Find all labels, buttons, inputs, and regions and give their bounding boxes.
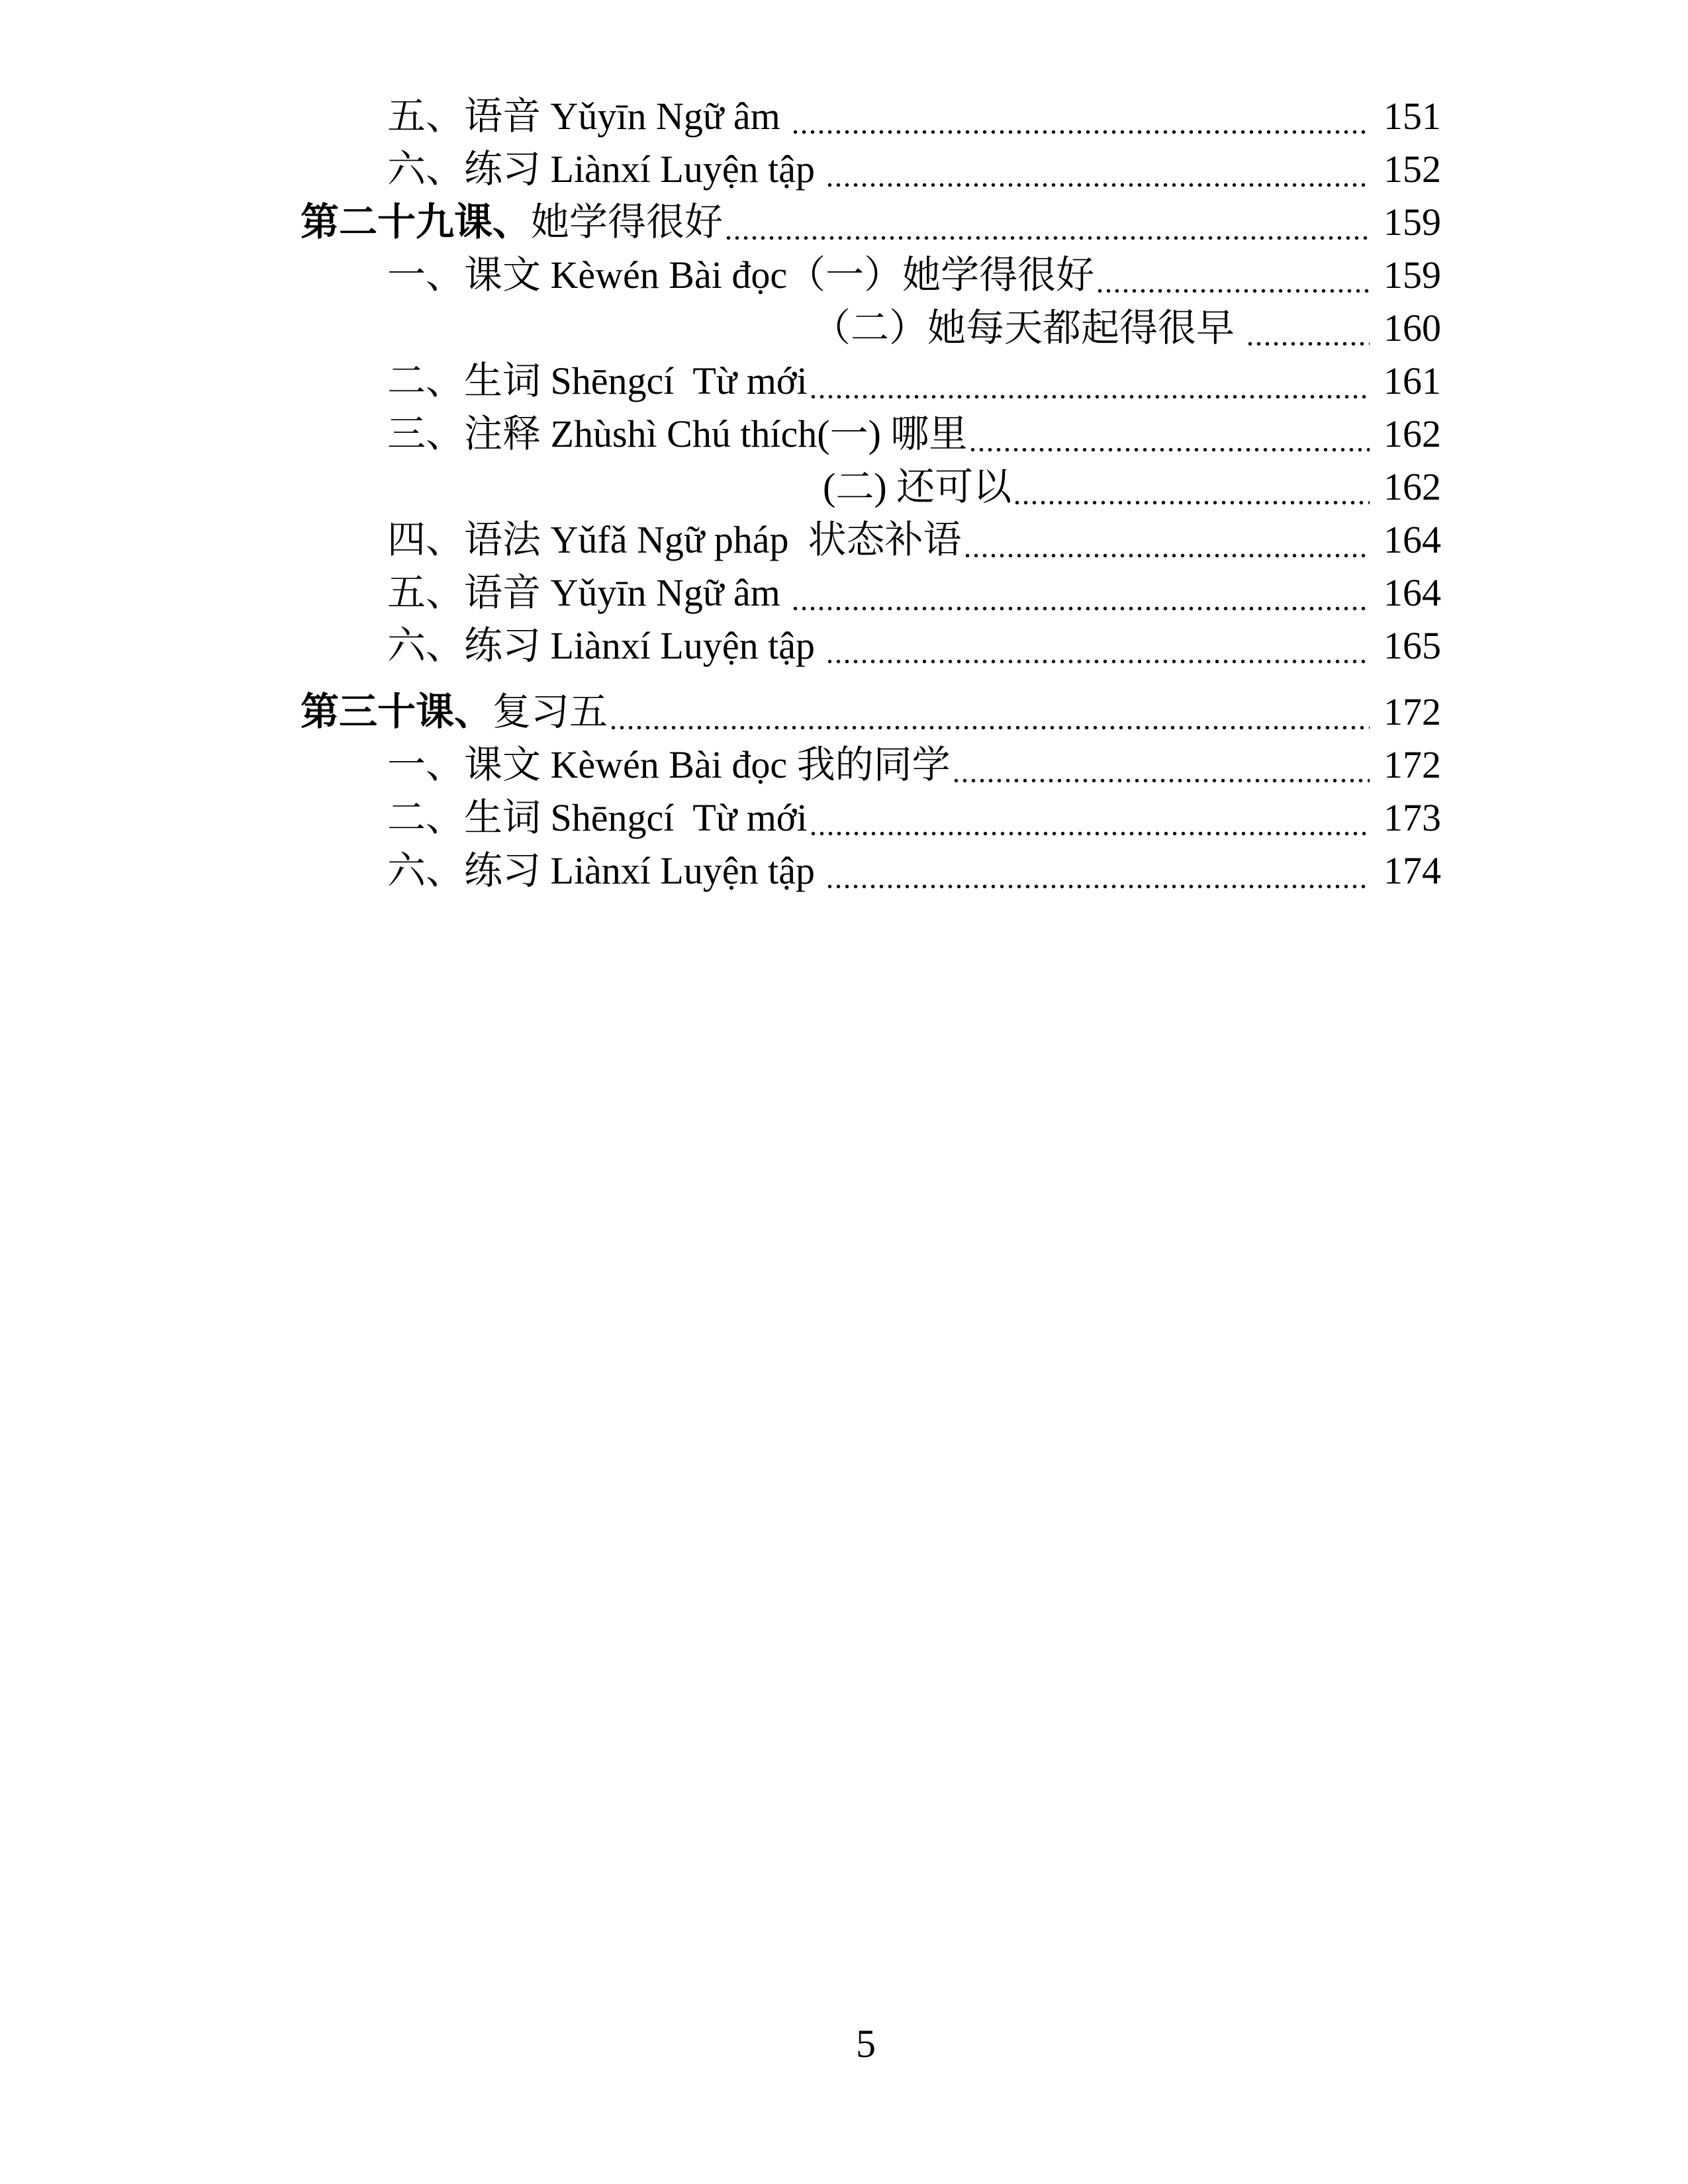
entry-title-chinese-secondary: (一) 哪里 [817,412,968,455]
entry-page-number: 162 [1383,465,1441,508]
entry-page-number: 165 [1383,624,1441,667]
dot-leader [963,553,1370,558]
toc-entry [387,355,1441,408]
entry-title-chinese: 六、练习 [387,148,551,191]
toc-entry [823,461,1441,514]
entry-title-chinese: 五、语音 [387,571,551,614]
dot-leader [791,130,1370,134]
entry-title-pinyin-vietnamese: Liànxí Luyện tập [550,849,825,892]
entry-title-chinese: 二、生词 [387,359,551,402]
entry-page-number: 172 [1383,690,1441,733]
entry-page-number: 152 [1383,148,1441,191]
entry-page-number: 174 [1383,849,1441,892]
toc-entry [387,619,1441,672]
entry-title-chinese: 六、练习 [387,849,551,892]
entry-title-chinese: 五、语音 [387,95,551,138]
chapter-label: 第二十九课、 [301,201,532,244]
entry-title-chinese-secondary: (二) 还可以 [823,465,1012,508]
toc-entry [301,196,1441,249]
entry-title-chinese: 四、语法 [387,518,551,561]
entry-title-chinese-secondary: （一）她学得很好 [787,253,1095,296]
chapter-label: 第三十课、 [301,690,493,733]
entry-title-pinyin-vietnamese: Yǔfǎ Ngữ pháp [550,518,789,561]
entry-title-pinyin-vietnamese: Shēngcí Từ mới [550,359,808,402]
entry-title-pinyin-vietnamese: Kèwén Bài đọc [550,743,797,786]
toc-entry [387,408,1441,461]
dot-leader [791,606,1370,611]
toc-entry [387,844,1441,897]
entry-page-number: 164 [1383,518,1441,561]
toc-entry [387,249,1441,302]
toc-entry [387,739,1441,792]
dot-leader [724,236,1370,240]
dot-leader [1096,289,1370,293]
dot-leader [1013,500,1370,505]
entry-title-chinese: 六、练习 [387,624,551,667]
entry-title-pinyin-vietnamese: Zhùshì Chú thích [550,412,818,455]
toc-entry [812,302,1441,355]
entry-title-pinyin-vietnamese: Liànxí Luyện tập [550,624,825,667]
entry-title-chinese: 她学得很好 [531,201,724,244]
entry-title-chinese: 一、课文 [387,743,551,786]
dot-leader [952,778,1370,783]
entry-title-chinese: 二、生词 [387,796,551,839]
entry-page-number: 151 [1383,95,1441,138]
toc-entry [387,143,1441,196]
entry-title-pinyin-vietnamese: Kèwén Bài đọc [550,253,788,296]
entry-title-chinese: 三、注释 [387,412,551,455]
table-of-contents [0,90,1688,897]
entry-page-number: 173 [1383,796,1441,839]
dot-leader [609,725,1370,730]
entry-title-chinese-secondary: 我的同学 [796,743,951,786]
entry-title-chinese-secondary: （二）她每天都起得很早 [812,306,1244,349]
entry-page-number: 159 [1383,253,1441,296]
entry-title-pinyin-vietnamese: Liànxí Luyện tập [550,148,825,191]
dot-leader [809,394,1370,399]
entry-title-pinyin-vietnamese: Shēngcí Từ mới [550,796,808,839]
entry-page-number: 160 [1383,306,1441,349]
entry-page-number: 164 [1383,571,1441,614]
page-number: 5 [856,2022,876,2066]
toc-entry [387,514,1441,567]
dot-leader [825,183,1370,187]
dot-leader [1246,341,1370,346]
toc-entry [387,792,1441,844]
entry-page-number: 159 [1383,201,1441,244]
entry-page-number: 161 [1383,359,1441,402]
toc-entry [387,567,1441,619]
entry-title-pinyin-vietnamese: Yǔyīn Ngữ âm [550,571,790,614]
entry-title-chinese-secondary: 状态补语 [788,518,962,561]
entry-title-chinese: 复习五 [492,690,608,733]
toc-entry [387,90,1441,143]
dot-leader [825,884,1370,889]
dot-leader [809,831,1370,836]
entry-title-chinese: 一、课文 [387,253,551,296]
toc-entry [301,686,1441,739]
dot-leader [825,659,1370,664]
entry-title-pinyin-vietnamese: Yǔyīn Ngữ âm [550,95,790,138]
entry-page-number: 172 [1383,743,1441,786]
entry-page-number: 162 [1383,412,1441,455]
dot-leader [968,447,1370,452]
